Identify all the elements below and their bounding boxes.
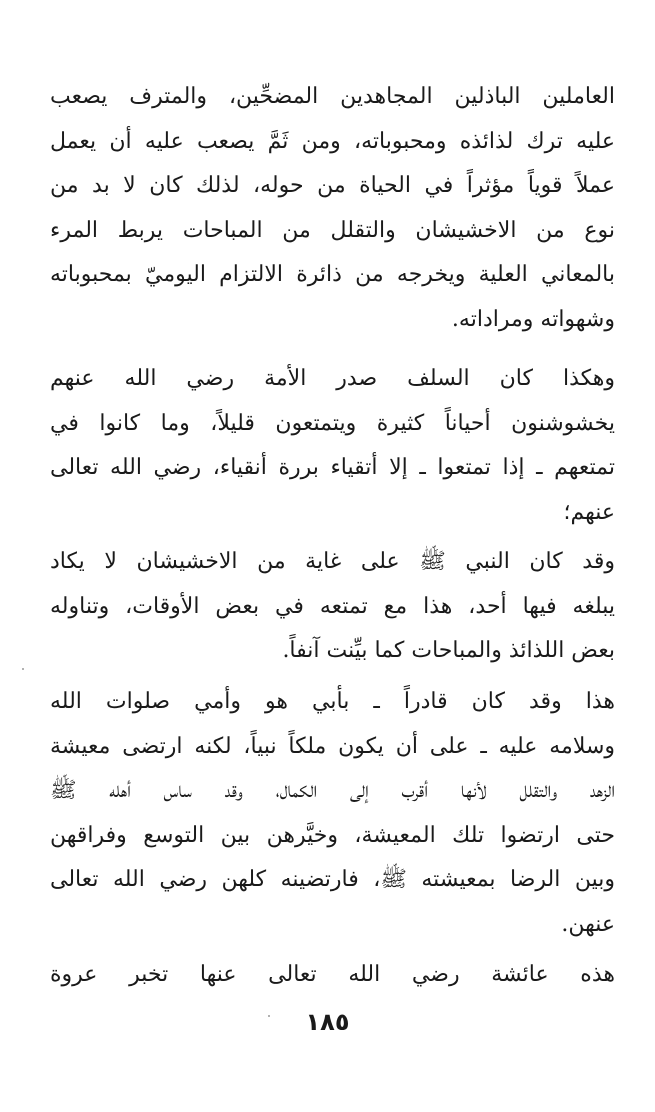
text-line: وبين الرضا بمعيشته ﷺ، فارتضينه كلهن رضي الله تعالى: [50, 867, 615, 892]
text-line: وشهواته ومراداته.: [451, 306, 615, 332]
text-line: عنهم؛: [563, 499, 615, 525]
text-line: عملاً قوياً مؤثراً في الحياة من حوله، لذلك كان لا بد من: [50, 173, 615, 198]
page-number: ١٨٥: [305, 1008, 350, 1036]
text-line: وقد كان النبي ﷺ على غاية من الاخشيشان لا يكاد: [50, 549, 615, 574]
paragraph-2: [50, 357, 615, 535]
paragraph-3: [50, 540, 615, 674]
scan-speck: [22, 668, 24, 670]
text-line: عنهن.: [561, 911, 615, 937]
text-line: وسلامه عليه ـ على أن يكون ملكاً نبياً، لكنه ارتضى معيشة: [50, 733, 615, 759]
text-line: وهكذا كان السلف صدر الأمة رضي الله عنهم: [50, 366, 615, 391]
text-line: تمتعهم ـ إذا تمتعوا ـ إلا أتقياء بررة أنقياء، رضي الله تعالى: [50, 455, 615, 480]
text-line: حتى ارتضوا تلك المعيشة، وخيَّرهن بين التوسع وفراقهن: [50, 822, 615, 848]
text-line: عليه ترك لذائذه ومحبوباته، ومن ثَمَّ يصعب عليه أن يعمل: [50, 128, 615, 154]
text-line: يخشوشنون أحياناً كثيرة ويتمتعون قليلاً، وما كانوا في: [50, 410, 615, 436]
text-line: الزهد والتقلل لأنها أقرب إلى الكمال، وقد ساس أهله ﷺ: [50, 778, 615, 803]
text-line: هذا وقد كان قادراً ـ بأبي هو وأمي صلوات الله: [50, 689, 615, 714]
text-line: بعض اللذائذ والمباحات كما بيِّنت آنفاً.: [282, 638, 615, 663]
paragraph-5: [50, 953, 615, 998]
text-line: هذه عائشة رضي الله تعالى عنها تخبر عروة: [50, 962, 615, 987]
paragraph-1: [50, 75, 615, 342]
text-line: يبلغه فيها أحد، هذا مع تمتعه في بعض الأوقات، وتناوله: [50, 593, 615, 619]
text-line: العاملين الباذلين المجاهدين المضحِّين، والمترف يصعب: [50, 84, 615, 109]
text-line: نوع من الاخشيشان والتقلل من المباحات يربط المرء: [50, 217, 615, 243]
text-line: بالمعاني العلية ويخرجه من ذائرة الالتزام اليوميّ بمحبوباته: [50, 262, 615, 287]
paragraph-4: [50, 680, 615, 947]
scan-speck: [268, 1015, 270, 1017]
